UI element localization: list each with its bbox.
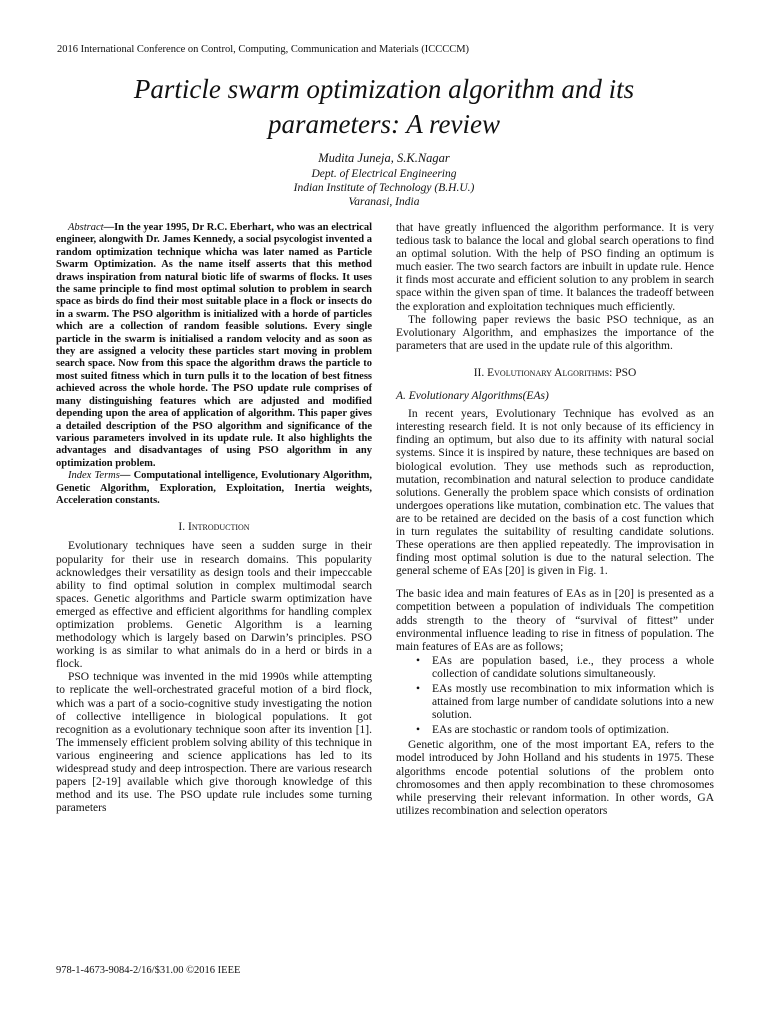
conference-header: 2016 International Conference on Control, Computing, Communication and Materials (ICCCCM) [57, 44, 470, 55]
review-paragraph: The following paper reviews the basic PSO technique, as an Evolutionary Algorithm, and emphasizes the importance of the parameters that are used in the update rule of this algorithm. [396, 313, 714, 352]
section-title: Introduction [187, 521, 250, 534]
left-column [56, 222, 372, 815]
title-line-2: parameters: A review [268, 109, 500, 139]
right-column [396, 222, 714, 818]
affiliation-institute: Indian Institute of Technology (B.H.U.) [293, 182, 475, 194]
section-heading-evolutionary [396, 367, 714, 380]
list-item: • EAs are population based, i.e., they process a whole collection of candidate solutions simultaneously. [432, 655, 714, 681]
ga-paragraph: Genetic algorithm, one of the most important EA, refers to the model introduced by John Holland and his students in 1975. These algorithms encode potential solutions of the problem onto chromosomes and then apply recombination to these chromosomes while preserving their relevant information. In other words, GA utilizes recombination and selection operators [396, 739, 714, 817]
paper-title [40, 72, 728, 142]
features-list [396, 655, 714, 738]
intro-paragraph-1: Evolutionary techniques have seen a sudden surge in their popularity for their use in research domains. This popularity acknowledges their versatility as design tools and their impeccable ability to find optimal solution in complex multimodal search spaces. Genetic algorithms and Particle swarm optimization have emerged as effective and efficient algorithms for handling complex optimization problems. Genetic Algorithm is a learning methodology which is largely based on Darwin’s principles. PSO working is as similar to what animals do in a herd or birds in a flock. [56, 540, 372, 671]
author-block [0, 150, 768, 209]
author-names: Mudita Juneja, S.K.Nagar [318, 151, 450, 165]
ea-paragraph-2: The basic idea and main features of EAs as in [20] is presented as a competition between a population of individuals The competition adds strength to the theory of “survival of fittest” under environmental influence leading to rise in fitness of population. The main features of EAs are as follows; [396, 588, 714, 653]
copyright-footer: 978-1-4673-9084-2/16/$31.00 ©2016 IEEE [56, 965, 241, 976]
affiliation-dept: Dept. of Electrical Engineering [311, 168, 457, 180]
intro-paragraph-2: PSO technique was invented in the mid 1990s while attempting to replicate the well-orchestrated graceful motion of a bird flock, which was a part of a socio-cognitive study investigating the notion of collective intelligence in biological populations. It got recognition as a evolutionary technique soon after its invention [1]. The immensely efficient problem solving ability of this technique in various engineering and science applications has led to its widespread study and deep introspection. There are various research papers [2-19] available which give thorough knowledge of this method and its use. The PSO update rule includes some turning parameters [56, 671, 372, 815]
subsection-heading-ea: A. Evolutionary Algorithms(EAs) [396, 390, 549, 403]
section-title: Evolutionary Algorithms: PSO [487, 366, 637, 379]
list-item: • EAs mostly use recombination to mix information which is attained from large number of candidate solutions into a new solution. [432, 683, 714, 722]
index-terms-label: Index Terms [68, 470, 120, 482]
continued-paragraph: that have greatly influenced the algorithm performance. It is very tedious task to balance the local and global search operations to find an optimal solution. With the help of PSO finding an optimum is much easier. The two search factors are inbuilt in update rule. Hence it finds most accurate and efficient solution to any problem in search space within the given span of time. It balances the tradeoff between the exploration and exploitation techniques much efficiently. [396, 222, 714, 313]
abstract [56, 222, 372, 470]
paragraph-gap [396, 578, 714, 588]
affiliation-city: Varanasi, India [348, 196, 420, 208]
section-number: II. [473, 366, 485, 379]
list-item: • EAs are stochastic or random tools of optimization. [432, 724, 714, 737]
section-number: I. [178, 521, 186, 534]
ea-paragraph-1: In recent years, Evolutionary Technique has evolved as an interesting research field. It is not only because of its efficiency in finding an optimum, but also due to its affinity with natural social systems. Since it is inspired by nature, these techniques are based on biological evolution. They use methods such as reproduction, mutation, recombination and natural selection to produce candidate solutions. Generally the problem space which consists of ordination undergoes operations like mutation, combination etc. The values that are to be retained are decided on the basis of a cost function which in turn regulates the suitability of resulting candidate solutions. These operations are then applied repeatedly. The improvisation in finding most optimal solution is due to the natural selection. The general scheme of EAs [20] is given in Fig. 1. [396, 408, 714, 578]
index-terms [56, 470, 372, 507]
index-terms-text: — Computational intelligence, Evolutionary Algorithm, Genetic Algorithm, Exploration, Exploitation, Inertia weights, Acceleration constants. [56, 470, 373, 506]
abstract-text: —In the year 1995, Dr R.C. Eberhart, who was an electrical engineer, alongwith Dr. James Kennedy, a social psycologist invented a random optimization technique whicha was later named as Particle Swarm Optimization. As the name itself asserts that this method draws inspiration from natural biotic life of swarms of flocks. It uses the same principle to find most optimal solution to problem in search space as birds do find their most suitable place in a flock or insects do in a swarm. The PSO algorithm is initialized with a horde of particles which are a collection of random feasible solutions. Every single particle in the swarm is initialised a random velocity and as soon as they are assigned a velocity these particles start moving in problem search space. Now from this space the algorithm draws the particle to most suited fitness which in turn pulls it to the location of best fitness achieved across the whole horde. The PSO update rule comprises of many distinguishing features which are adjusted and modified depending upon the area of application of algorithm. This paper gives a detailed description of the PSO algorithm and significance of the various parameters involved in its update rule. It also highlights the advantages and disadvantages of using PSO algorithm in any optimization problem. [56, 222, 372, 469]
section-heading-introduction [56, 521, 372, 534]
title-line-1: Particle swarm optimization algorithm and its [133, 74, 635, 104]
abstract-label: Abstract [68, 222, 104, 233]
